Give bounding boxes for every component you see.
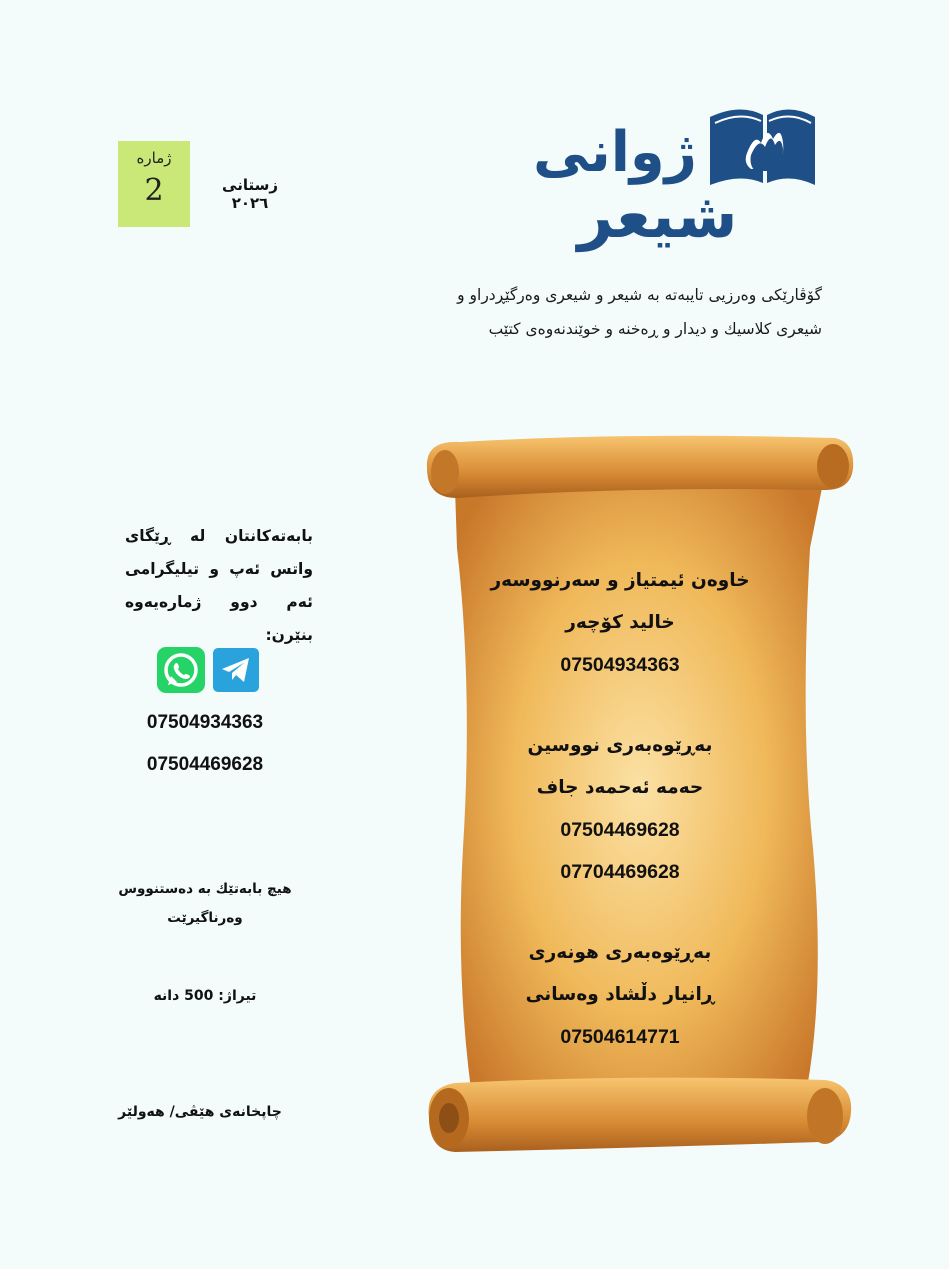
- credit-role: بەڕێوەبەری هونەری: [528, 942, 712, 963]
- note-line: هیچ بابەتێك بە دەستنووس: [118, 881, 292, 897]
- issue-number: 2: [144, 173, 164, 208]
- handwritten-note: [115, 875, 295, 933]
- tagline-line: گۆڤارێکی وەرزیی تایبەتە بە شیعر و شیعری وەرگێڕدراو و: [457, 286, 822, 304]
- credit-block: [470, 725, 770, 893]
- logo-title-line-1: ژوانی: [533, 120, 697, 185]
- credits-list: [470, 560, 770, 1097]
- circulation-note: تیراژ: 500 دانە: [153, 988, 257, 1004]
- tagline-line: شیعری کلاسیك و دیدار و ڕەخنە و خوێندنەوەی کتێب: [488, 320, 822, 338]
- credit-phone: 07704469628: [560, 861, 680, 883]
- credit-phone: 07504469628: [560, 819, 680, 841]
- issue-badge: [118, 141, 190, 227]
- credit-name: ڕانیار دڵشاد وەسانی: [525, 984, 715, 1005]
- credit-phone: 07504934363: [560, 654, 680, 676]
- credit-name: حەمە ئەحمەد جاف: [536, 777, 704, 798]
- logo-title-line-2: شیعر: [577, 179, 738, 252]
- credit-phone: 07504614771: [560, 1026, 680, 1048]
- telegram-icon[interactable]: [213, 648, 259, 692]
- credit-block: [470, 560, 770, 686]
- credit-block: [470, 932, 770, 1058]
- credit-role: بەڕێوەبەری نووسین: [527, 735, 713, 756]
- submission-instructions: بابەتەکانتان لە ڕێگای واتس ئەپ و تیلیگرامی ئەم دوو ژمارەیەوە بنێرن:: [125, 527, 313, 644]
- magazine-tagline: [400, 278, 822, 346]
- issue-label: ژمارە: [136, 149, 172, 167]
- credit-role: خاوەن ئیمتیاز و سەرنووسەر: [490, 570, 750, 591]
- submission-phone: 07504934363: [146, 712, 264, 733]
- book-icon: [710, 109, 815, 185]
- printer-note: چاپخانەی هێڤی/ هەولێر: [118, 1104, 282, 1120]
- issue-season: زستانی ٢٠٢٦: [222, 176, 278, 212]
- credit-name: خالید کۆچەر: [565, 612, 675, 633]
- whatsapp-icon[interactable]: [157, 647, 205, 693]
- submission-phones: [120, 702, 290, 786]
- submission-phone: 07504469628: [146, 754, 264, 775]
- note-line: وەرناگیرێت: [167, 910, 243, 926]
